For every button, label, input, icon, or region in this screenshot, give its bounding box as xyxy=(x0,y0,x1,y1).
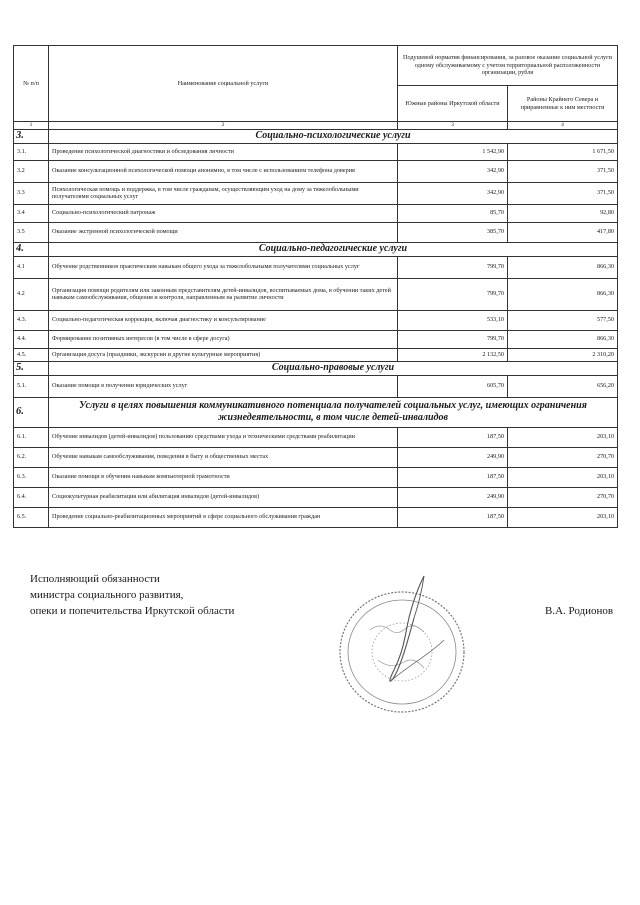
section-row xyxy=(14,397,618,427)
row-value-south: 342,90 xyxy=(398,160,508,182)
table-row xyxy=(14,348,618,361)
row-value-north: 417,80 xyxy=(508,222,618,242)
row-value-north: 371,50 xyxy=(508,182,618,204)
signature-line-position: Исполняющий обязанности xyxy=(30,573,160,585)
table-row xyxy=(14,143,618,160)
header-service-name: Наименование социальной услуги xyxy=(49,46,398,122)
row-number: 4.4. xyxy=(14,330,49,348)
header-col-north: Районы Крайнего Севера и приравненные к ним местности xyxy=(508,86,618,122)
row-value-south: 605,70 xyxy=(398,375,508,397)
official-stamp-icon xyxy=(318,570,478,718)
row-value-north: 656,20 xyxy=(508,375,618,397)
row-value-north: 866,30 xyxy=(508,330,618,348)
row-number: 4.1 xyxy=(14,256,49,278)
row-value-north: 2 310,20 xyxy=(508,348,618,361)
row-number: 6.1. xyxy=(14,427,49,447)
table-row xyxy=(14,278,618,310)
index-cell: 3 xyxy=(398,122,508,130)
row-service-name: Проведение социально-реабилитационных мероприятий в сфере социального обслуживания граждан xyxy=(49,507,398,527)
row-number: 4.3. xyxy=(14,310,49,330)
row-number: 3.1. xyxy=(14,143,49,160)
table-index-row xyxy=(14,122,618,130)
tariff-table xyxy=(13,45,618,528)
row-number: 6.2. xyxy=(14,447,49,467)
row-service-name: Обучение инвалидов (детей-инвалидов) пользованию средствами ухода и техническими средствами реабилитации xyxy=(49,427,398,447)
header-norm: Подушевой норматив финансирования, за разовое оказание социальной услуги одному обслуживаемому с учетом территориальной расположенности организации, рубля xyxy=(398,46,618,86)
row-value-south: 385,70 xyxy=(398,222,508,242)
table-row xyxy=(14,330,618,348)
row-service-name: Проведение психологической диагностики и обследования личности xyxy=(49,143,398,160)
row-value-north: 1 671,50 xyxy=(508,143,618,160)
section-number: 5. xyxy=(14,361,49,375)
row-service-name: Организация досуга (праздники, экскурсии и другие культурные мероприятия) xyxy=(49,348,398,361)
row-value-north: 577,50 xyxy=(508,310,618,330)
row-value-north: 270,70 xyxy=(508,487,618,507)
signature-block xyxy=(30,571,234,619)
row-value-south: 249,90 xyxy=(398,487,508,507)
table-row xyxy=(14,204,618,222)
row-service-name: Психологическая помощь и поддержка, в том числе гражданам, осуществляющим уход на дому за тяжелобольными получателями социальных услуг xyxy=(49,182,398,204)
row-value-south: 799,70 xyxy=(398,330,508,348)
table-row xyxy=(14,160,618,182)
table-row xyxy=(14,375,618,397)
table-row xyxy=(14,467,618,487)
section-title: Социально-психологические услуги xyxy=(49,129,618,143)
table-row xyxy=(14,507,618,527)
row-number: 3.3 xyxy=(14,182,49,204)
section-title: Услуги в целях повышения коммуникативного потенциала получателей социальных услуг, имеющих ограничения жизнедеятельности, в том числе детей-инвалидов xyxy=(49,397,618,427)
row-number: 6.5. xyxy=(14,507,49,527)
row-number: 3.5 xyxy=(14,222,49,242)
table-row xyxy=(14,447,618,467)
table-header-row xyxy=(14,46,618,86)
index-cell: 4 xyxy=(508,122,618,130)
row-service-name: Оказание экстренной психологической помощи xyxy=(49,222,398,242)
header-col-south: Южные районы Иркутской области xyxy=(398,86,508,122)
row-value-north: 203,10 xyxy=(508,427,618,447)
table-row xyxy=(14,222,618,242)
row-service-name: Оказание консультационной психологической помощи анонимно, в том числе с использованием телефона доверия xyxy=(49,160,398,182)
table-row xyxy=(14,427,618,447)
row-value-south: 342,90 xyxy=(398,182,508,204)
row-value-south: 85,70 xyxy=(398,204,508,222)
row-value-south: 187,50 xyxy=(398,507,508,527)
header-no: № п/п xyxy=(14,46,49,122)
row-value-south: 799,70 xyxy=(398,278,508,310)
row-number: 4.2 xyxy=(14,278,49,310)
section-number: 4. xyxy=(14,242,49,256)
table-row xyxy=(14,487,618,507)
row-service-name: Социально-педагогическая коррекция, включая диагностику и консультирование xyxy=(49,310,398,330)
row-number: 4.5. xyxy=(14,348,49,361)
signature-line-region: опеки и попечительства Иркутской области xyxy=(30,605,235,617)
row-service-name: Организация помощи родителям или законным представителям детей-инвалидов, воспитываемых дома, в обучении таких детей навыкам самообслуживания, общения и контроля, направленным на развитие личности xyxy=(49,278,398,310)
table-row xyxy=(14,310,618,330)
section-title: Социально-правовые услуги xyxy=(49,361,618,375)
row-value-north: 270,70 xyxy=(508,447,618,467)
row-service-name: Формирование позитивных интересов (в том числе в сфере досуга) xyxy=(49,330,398,348)
row-number: 6.4. xyxy=(14,487,49,507)
index-cell: 2 xyxy=(49,122,398,130)
section-row xyxy=(14,129,618,143)
row-value-south: 1 542,90 xyxy=(398,143,508,160)
row-value-north: 203,10 xyxy=(508,507,618,527)
row-service-name: Оказание помощи в получении юридических услуг xyxy=(49,375,398,397)
row-value-south: 249,90 xyxy=(398,447,508,467)
row-value-south: 187,50 xyxy=(398,427,508,447)
row-value-south: 187,50 xyxy=(398,467,508,487)
row-value-north: 866,30 xyxy=(508,256,618,278)
row-number: 6.3. xyxy=(14,467,49,487)
signature-line-ministry: министра социального развития, xyxy=(30,589,184,601)
row-value-north: 866,30 xyxy=(508,278,618,310)
row-service-name: Социокультурная реабилитация или абилитация инвалидов (детей-инвалидов) xyxy=(49,487,398,507)
section-number: 6. xyxy=(14,397,49,427)
row-service-name: Оказание помощи в обучении навыкам компьютерной грамотности xyxy=(49,467,398,487)
row-value-south: 799,70 xyxy=(398,256,508,278)
section-number: 3. xyxy=(14,129,49,143)
row-number: 3.2 xyxy=(14,160,49,182)
row-service-name: Обучение навыкам самообслуживания, поведения в быту и общественных местах xyxy=(49,447,398,467)
table-row xyxy=(14,182,618,204)
row-number: 3.4 xyxy=(14,204,49,222)
signatory-name: В.А. Родионов xyxy=(545,605,614,617)
section-row xyxy=(14,361,618,375)
row-service-name: Социально-психологический патронаж xyxy=(49,204,398,222)
section-row xyxy=(14,242,618,256)
row-value-north: 92,80 xyxy=(508,204,618,222)
row-service-name: Обучение родственников практическим навыкам общего ухода за тяжелобольными получателями социальных услуг xyxy=(49,256,398,278)
row-value-north: 371,50 xyxy=(508,160,618,182)
table-row xyxy=(14,256,618,278)
row-number: 5.1. xyxy=(14,375,49,397)
section-title: Социально-педагогические услуги xyxy=(49,242,618,256)
row-value-south: 2 132,50 xyxy=(398,348,508,361)
index-cell: 1 xyxy=(14,122,49,130)
row-value-north: 203,10 xyxy=(508,467,618,487)
row-value-south: 533,10 xyxy=(398,310,508,330)
